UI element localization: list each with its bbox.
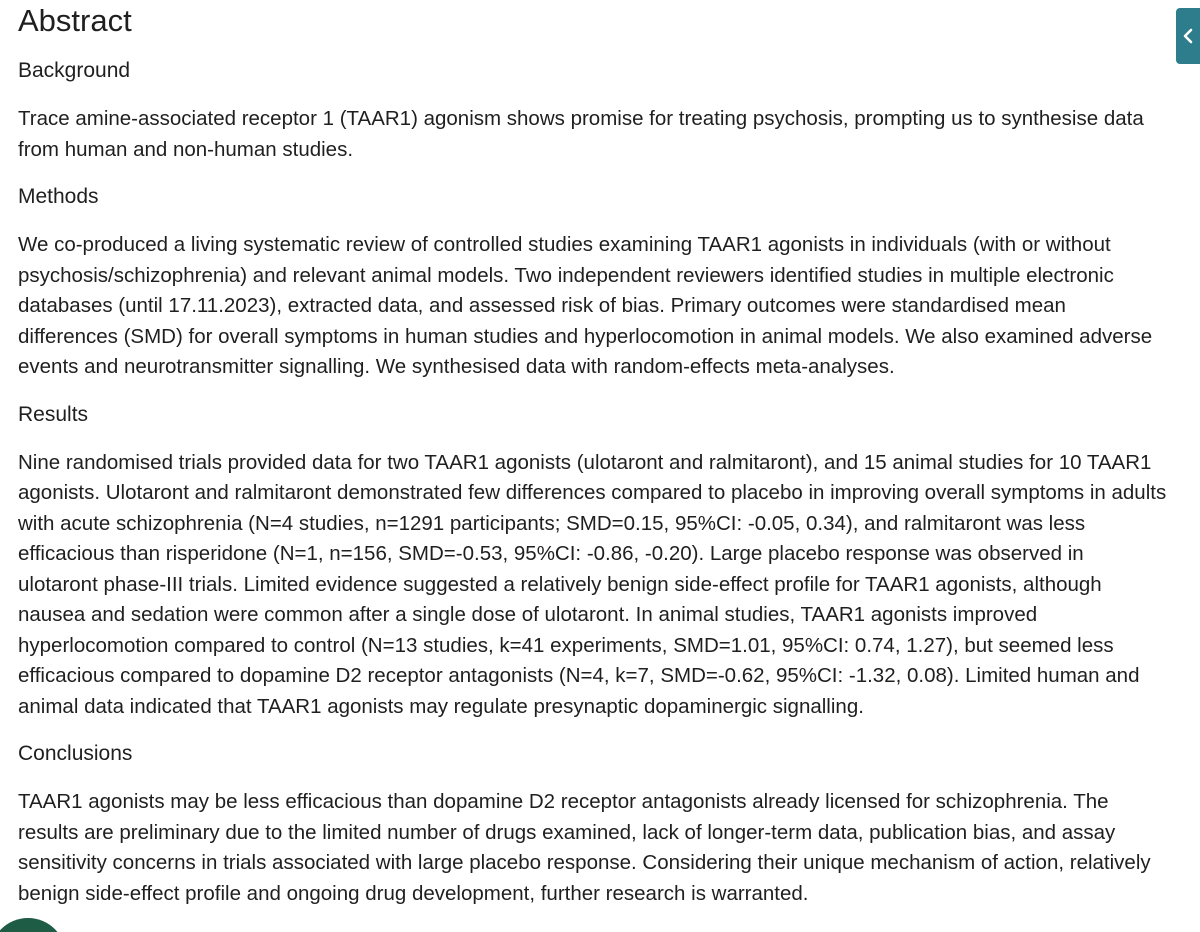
- background-heading: Background: [18, 59, 131, 82]
- results-heading: Results: [18, 402, 89, 426]
- side-panel-toggle-button[interactable]: [1176, 8, 1200, 64]
- methods-heading: Methods: [18, 185, 99, 208]
- methods-text: We co-produced a living systematic review of controlled studies examining TAAR1 agonists in individuals (with or without psychosis/schizophrenia) and relevant animal models. Two independent reviewers identified studies in multiple electronic databases (until 17.11.2023), extracted data, and assessed risk of bias. Primary outcomes were standardised mean differences (SMD) for overall symptoms in human studies and hyperlocomotion in animal models. We also examined adverse events and neurotransmitter signalling. We synthesised data with random-effects meta-analyses.: [18, 233, 1153, 378]
- abstract-title: Abstract: [18, 3, 132, 38]
- conclusions-text: TAAR1 agonists may be less efficacious than dopamine D2 receptor antagonists already licensed for schizophrenia. The results are preliminary due to the limited number of drugs examined, lack of longer-term data, publication bias, and assay sensitivity concerns in trials associated with large placebo response. Considering their unique mechanism of action, relatively benign side-effect profile and ongoing drug development, further research is warranted.: [18, 790, 1151, 905]
- floating-action-button[interactable]: [0, 918, 66, 932]
- background-text: Trace amine-associated receptor 1 (TAAR1) agonism shows promise for treating psychosis, prompting us to synthesise data from human and non-human studies.: [18, 107, 1144, 161]
- abstract-section: [18, 0, 1168, 909]
- results-text: Nine randomised trials provided data for two TAAR1 agonists (ulotaront and ralmitaront), and 15 animal studies for 10 TAAR1 agonists. Ulotaront and ralmitaront demonstrated few differences compared to placebo in improving overall symptoms in adults with acute schizophrenia (N=4 studies, n=1291 participants; SMD=0.15, 95%CI: -0.05, 0.34), and ralmitaront was less efficacious than risperidone (N=1, n=156, SMD=-0.53, 95%CI: -0.86, -0.20). Large placebo response was observed in ulotaront phase-III trials. Limited evidence suggested a relatively benign side-effect profile for TAAR1 agonists, although nausea and sedation were common after a single dose of ulotaront. In animal studies, TAAR1 agonists improved hyperlocomotion compared to control (N=13 studies, k=41 experiments, SMD=1.01, 95%CI: 0.74, 1.27), but seemed less efficacious compared to dopamine D2 receptor antagonists (N=4, k=7, SMD=-0.62, 95%CI: -1.32, 0.08). Limited human and animal data indicated that TAAR1 agonists may regulate presynaptic dopaminergic signalling.: [18, 450, 1167, 718]
- conclusions-heading: Conclusions: [18, 742, 133, 765]
- chevron-left-icon: [1182, 28, 1194, 44]
